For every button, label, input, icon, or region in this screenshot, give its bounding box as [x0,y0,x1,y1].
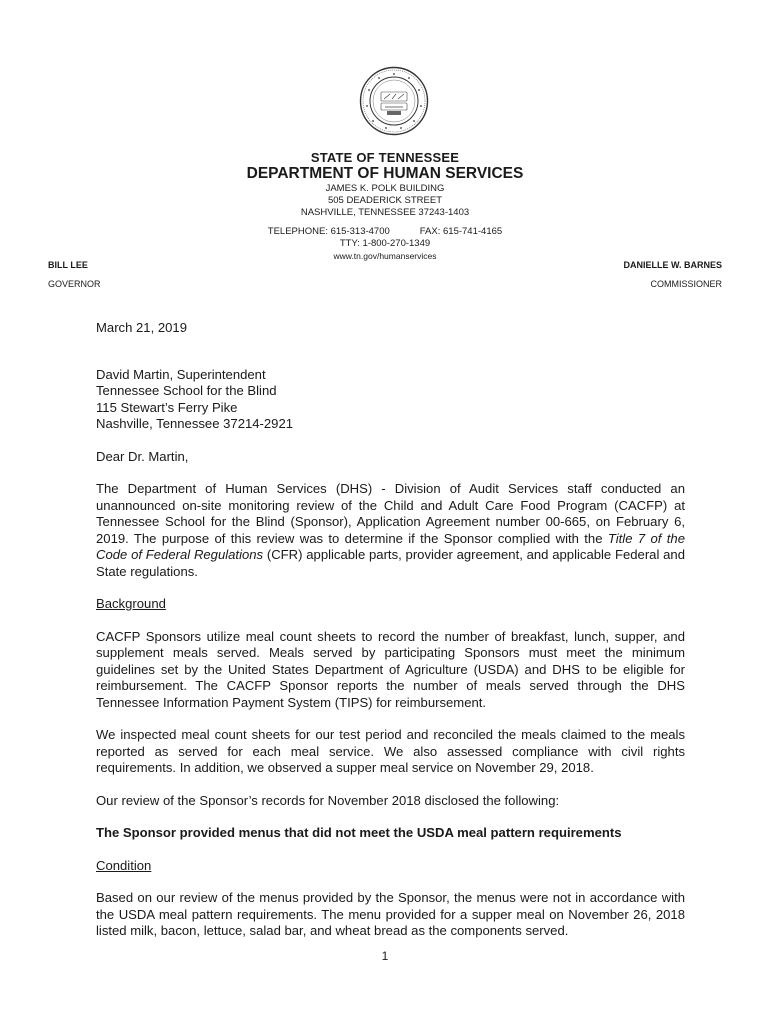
background-paragraph: CACFP Sponsors utilize meal count sheets to record the number of breakfast, lunch, supper, and supplement meals served. Meals served by participating Sponsors must meet the minimum guidelines set by the United States Department of Agriculture (USDA) and DHS to be eligible for reimbursement. The CACFP Sponsor reports the number of meals served through the DHS Tennessee Information Payment System (TIPS) for reimbursement. [96,628,685,710]
intro-paragraph [96,481,685,580]
letter-date: March 21, 2019 [96,320,187,335]
recipient-line: Nashville, Tennessee 37214-2921 [96,416,294,431]
phone-row [0,226,770,238]
governor-name: BILL LEE [48,260,88,270]
commissioner-block [623,260,722,289]
department-address [0,183,770,219]
state-name: STATE OF TENNESSEE [310,150,460,165]
intro-text: The Department of Human Services (DHS) - Division of Audit Services staff conducted an unannounced on-site monitoring review of the Child and Adult Care Food Program (CACFP) at Tennessee School for the Blind (Sponsor), Application Agreement number 00-665, on February 6, 2019. The purpose of this review was to determine if the Sponsor complied with the [96,481,685,546]
regulation-title: Title 7 of the Code of Federal Regulations [96,530,685,562]
intro-text-end: (CFR) applicable parts, provider agreement, and applicable Federal and State regulations. [96,547,685,579]
commissioner-name: DANIELLE W. BARNES [623,260,722,270]
address-line: 505 DEADERICK STREET [327,195,443,206]
condition-paragraph: Based on our review of the menus provided by the Sponsor, the menus were not in accordance with the USDA meal pattern requirements. The menu provided for a supper meal on November 26, 2018 listed milk, bacon, lettuce, salad bar, and wheat bread as the components served. [96,890,685,938]
review-statement: Our review of the Sponsor’s records for November 2018 disclosed the following: [96,792,560,808]
finding-heading: The Sponsor provided menus that did not meet the USDA meal pattern requirements [96,825,622,840]
commissioner-title: COMMISSIONER [650,279,722,289]
inspection-paragraph: We inspected meal count sheets for our test period and reconciled the meals claimed to the meals reported as served for each meal service. We also assessed compliance with civil rights requirements. In addition, we observed a supper meal service on November 29, 2018. [96,727,685,775]
governor-title: GOVERNOR [48,279,101,289]
tty: TTY: 1-800-270-1349 [339,238,431,249]
address-line: JAMES K. POLK BUILDING [325,183,445,194]
recipient-line: Tennessee School for the Blind [96,383,277,398]
contact-info [0,226,770,250]
fax: FAX: 615-741-4165 [419,226,503,237]
governor-block [48,260,101,289]
recipient-line: 115 Stewart’s Ferry Pike [96,399,238,415]
department-name: DEPARTMENT OF HUMAN SERVICES [246,165,524,182]
recipient-address [96,367,685,433]
recipient-line: David Martin, Superintendent [96,366,266,382]
condition-heading: Condition [96,857,152,873]
address-line: NASHVILLE, TENNESSEE 37243-1403 [300,207,470,218]
letter-body [96,320,685,956]
website: www.tn.gov/humanservices [333,251,437,261]
telephone: TELEPHONE: 615-313-4700 [267,226,390,237]
salutation: Dear Dr. Martin, [96,448,189,464]
background-heading: Background [96,596,166,611]
tennessee-state-seal [359,66,429,136]
page-number: 1 [381,949,389,963]
